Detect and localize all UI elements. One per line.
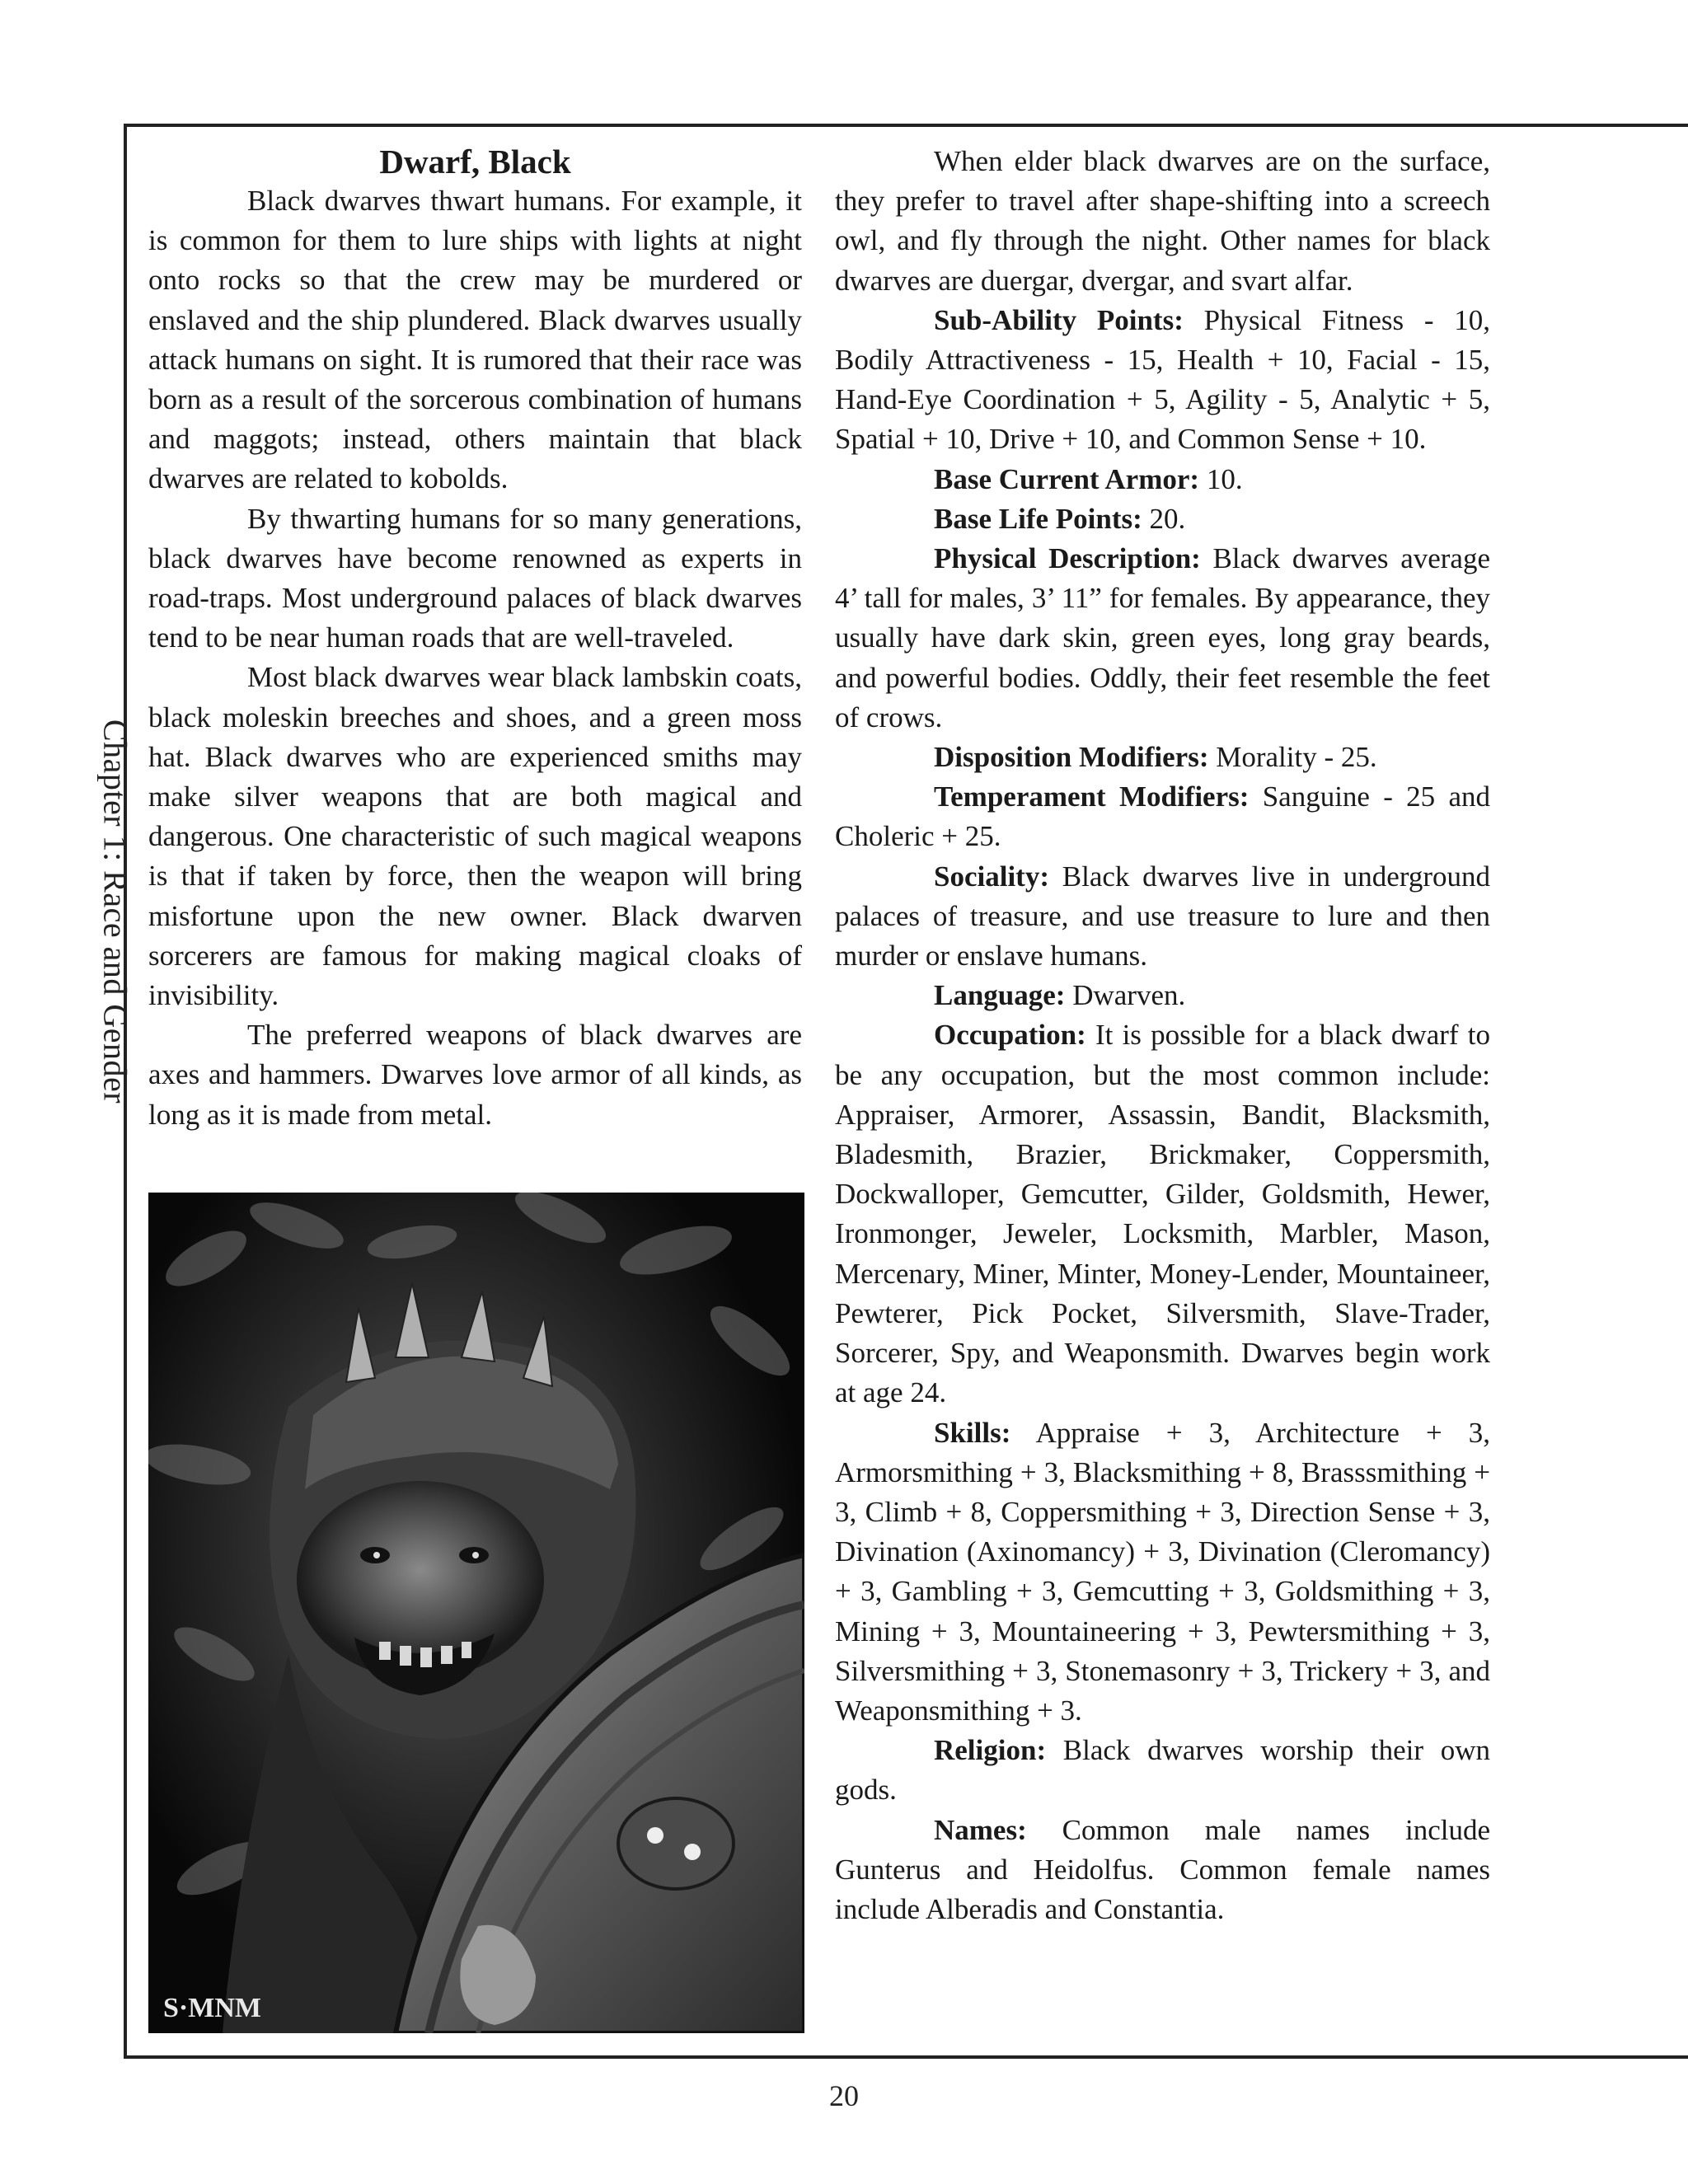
section-text: 10. <box>1199 462 1243 495</box>
section-label: Sub-Ability Points: <box>934 303 1184 336</box>
section-label: Occupation: <box>934 1019 1086 1052</box>
entry-title: Dwarf, Black <box>379 143 571 180</box>
dwarf-illustration <box>148 1193 804 2033</box>
section-text: Black dwarves worship their own gods. <box>835 1734 1490 1807</box>
left-paragraph-1: Black dwarves thwart humans. For example, it is common for them to lure ships with lights at night onto rocks so that the crew may be murdered or enslaved and the ship plundered. Black dwarves usually attack humans on sight. It is rumored that their race was born as a result of the sorcerous combination of humans and maggots; instead, others maintain that black dwarves are related to kobolds. <box>148 185 802 495</box>
section-label: Disposition Modifiers: <box>934 741 1209 774</box>
section-names <box>835 1811 1490 1930</box>
section-label: Religion: <box>934 1734 1047 1767</box>
page-number: 20 <box>829 2079 859 2112</box>
section-label: Temperament Modifiers: <box>934 780 1250 813</box>
art-signature: S·MNM <box>163 1993 261 2023</box>
section-base-life-points <box>835 499 1490 539</box>
right-column <box>835 142 1490 1929</box>
left-column <box>148 142 802 1135</box>
left-paragraph-4: The preferred weapons of black dwarves are axes and hammers. Dwarves love armor of all kinds, as long as it is made from metal. <box>148 1019 802 1131</box>
section-text: Common male names include Gunterus and Heidolfus. Common female names include Alberadis and Constantia. <box>835 1813 1490 1925</box>
section-text: 20. <box>1142 502 1186 535</box>
left-paragraph-2: By thwarting humans for so many generations, black dwarves have become renowned as experts in road-traps. Most underground palaces of black dwarves tend to be near human roads that are well-traveled. <box>148 502 802 654</box>
section-text: Physical Fitness - 10, Bodily Attractiveness - 15, Health + 10, Facial - 15, Hand-Eye Coordination + 5, Agility - 5, Analytic + 5, Spatial + 10, Drive + 10, and Common Sense + 10. <box>835 303 1490 456</box>
section-sociality <box>835 857 1490 977</box>
section-label: Physical Description: <box>934 542 1201 575</box>
section-text: Appraise + 3, Architecture + 3, Armorsmithing + 3, Blacksmithing + 8, Brasssmithing + 3, Climb + 8, Coppersmithing + 3, Direction Sense + 3, Divination (Axinomancy) + 3, Divination (Cleromancy) + 3, Gambling + 3, Gemcutting + 3, Goldsmithing + 3, Mining + 3, Mountaineering + 3, Pewtersmithing + 3, Silversmithing + 3, Stonemasonry + 3, Trickery + 3, and Weaponsmithing + 3. <box>835 1416 1490 1727</box>
section-text: It is possible for a black dwarf to be any occupation, but the most common include: Appraiser, Armorer, Assassin, Bandit, Blacksmith, Bladesmith, Brazier, Brickmaker, Coppersmith, Dockwalloper, Gemcutter, Gilder, Goldsmith, Hewer, Ironmonger, Jeweler, Locksmith, Marbler, Mason, Mercenary, Miner, Minter, Money-Lender, Mountaineer, Pewterer, Pick Pocket, Silversmith, Slave-Trader, Sorcerer, Spy, and Weaponsmith. Dwarves begin work at age 24. <box>835 1019 1490 1409</box>
section-text: Black dwarves average 4’ tall for males, 3’ 11” for females. By appearance, they usually have dark skin, green eyes, long gray beards, and powerful bodies. Oddly, their feet resemble the feet of crows. <box>835 542 1490 733</box>
section-text: Sanguine - 25 and Choleric + 25. <box>835 780 1490 853</box>
right-intro-paragraph: When elder black dwarves are on the surface, they prefer to travel after shape-shifting into a screech owl, and fly through the night. Other names for black dwarves are duergar, dvergar, and svart alfar. <box>835 145 1490 297</box>
section-text: Morality - 25. <box>1208 741 1377 774</box>
section-label: Sociality: <box>934 860 1049 893</box>
section-text: Black dwarves live in underground palaces of treasure, and use treasure to lure and then murder or enslave humans. <box>835 860 1490 972</box>
section-label: Skills: <box>934 1416 1011 1449</box>
section-occupation <box>835 1015 1490 1413</box>
left-paragraph-3: Most black dwarves wear black lambskin coats, black moleskin breeches and shoes, and a green moss hat. Black dwarves who are experienced smiths may make silver weapons that are both magical and dangerous. One characteristic of such magical weapons is that if taken by force, then the weapon will bring misfortune upon the new owner. Black dwarven sorcerers are famous for making magical cloaks of invisibility. <box>148 661 802 1012</box>
section-label: Base Life Points: <box>934 502 1142 535</box>
section-label: Names: <box>934 1813 1027 1846</box>
section-skills <box>835 1413 1490 1732</box>
section-sub-ability-points <box>835 301 1490 460</box>
section-physical-description <box>835 539 1490 738</box>
dwarf-illustration-art <box>148 1193 804 2033</box>
section-base-current-armor <box>835 460 1490 499</box>
section-text: Dwarven. <box>1065 979 1186 1012</box>
section-label: Base Current Armor: <box>934 462 1200 495</box>
section-temperament-modifiers <box>835 777 1490 856</box>
section-language <box>835 976 1490 1015</box>
chapter-side-label-text: Chapter 1: Race and Gender <box>96 719 134 1104</box>
section-disposition-modifiers <box>835 738 1490 777</box>
section-religion <box>835 1731 1490 1810</box>
section-label: Language: <box>934 979 1066 1012</box>
